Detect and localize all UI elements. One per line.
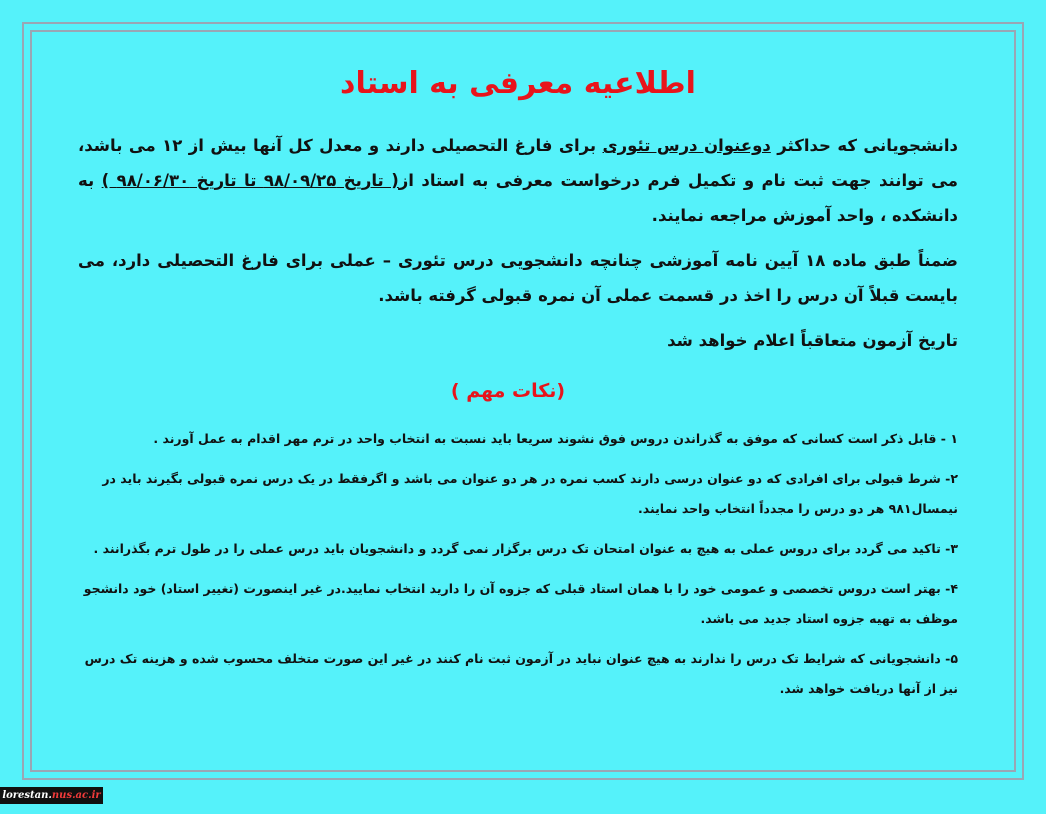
underlined-date-range: ( تاریخ ۹۸/۰۹/۲۵ تا تاریخ ۹۸/۰۶/۳۰ ) xyxy=(101,171,399,190)
paragraph-exam-date: تاریخ آزمون متعاقباً اعلام خواهد شد xyxy=(667,331,958,350)
note-item-1: ۱ - قابل ذکر است کسانی که موفق به گذراندن دروس فوق نشوند سریعا باید نسبت به انتخاب واحد در ترم مهر اقدام به عمل آورند . xyxy=(153,431,958,446)
underlined-course-count: دوعنوان درس تئوری xyxy=(602,136,771,155)
site-logo[interactable] xyxy=(0,787,103,804)
paragraph-practical-course: ضمناً طبق ماده ۱۸ آیین نامه آموزشی چنانچه دانشجویی درس تئوری – عملی برای فارغ التحصیلی دارد، می بایست قبلاً آن درس را اخذ در قسمت عملی آن نمره قبولی گرفته باشد. xyxy=(78,251,958,305)
note-item-4: ۴- بهتر است دروس تخصصی و عمومی خود را با همان استاد قبلی که جزوه آن را دارید انتخاب نمایید.در غیر اینصورت (تغییر استاد) خود دانشجو موظف به تهیه جزوه استاد جدید می باشد. xyxy=(83,581,958,626)
notes-heading: (نکات مهم ) xyxy=(450,380,566,402)
page-title: اطلاعیه معرفی به استاد xyxy=(340,66,696,101)
paragraph-eligibility xyxy=(78,128,958,233)
note-item-2: ۲- شرط قبولی برای افرادی که دو عنوان درسی دارند کسب نمره در هر دو عنوان می باشد و اگرفقط در یک درس نمره قبولی بگیرند باید در نیمسال۹۸۱ هر دو درس را مجدداً انتخاب واحد نمایند. xyxy=(102,471,958,516)
note-item-5: ۵- دانشجویانی که شرایط تک درس را ندارند به هیچ عنوان نباید در آزمون ثبت نام کنند در غیر این صورت متخلف محسوب شده و هزینه تک درس نیز از آنها دریافت خواهد شد. xyxy=(84,651,958,696)
logo-text-accent: nus.ac.ir xyxy=(51,790,101,801)
paragraph-text: دانشجویانی که حداکثر xyxy=(770,136,958,155)
announcement-body xyxy=(78,62,958,714)
note-item-3: ۳- تاکید می گردد برای دروس عملی به هیچ به عنوان امتحان تک درس برگزار نمی گردد و دانشجویان باید درس عملی را در طول ترم بگذرانند . xyxy=(93,541,958,556)
logo-text: lorestan. xyxy=(2,790,52,801)
paragraph-text: به دانشکده ، واحد آموزش مراجعه نمایند. xyxy=(78,171,958,225)
paragraph-text: برای فارغ التحصیلی دارند و معدل کل آنها بیش از ۱۲ می باشد، می توانند جهت ثبت نام و تکمیل فرم درخواست معرفی به استاد از xyxy=(78,136,958,190)
